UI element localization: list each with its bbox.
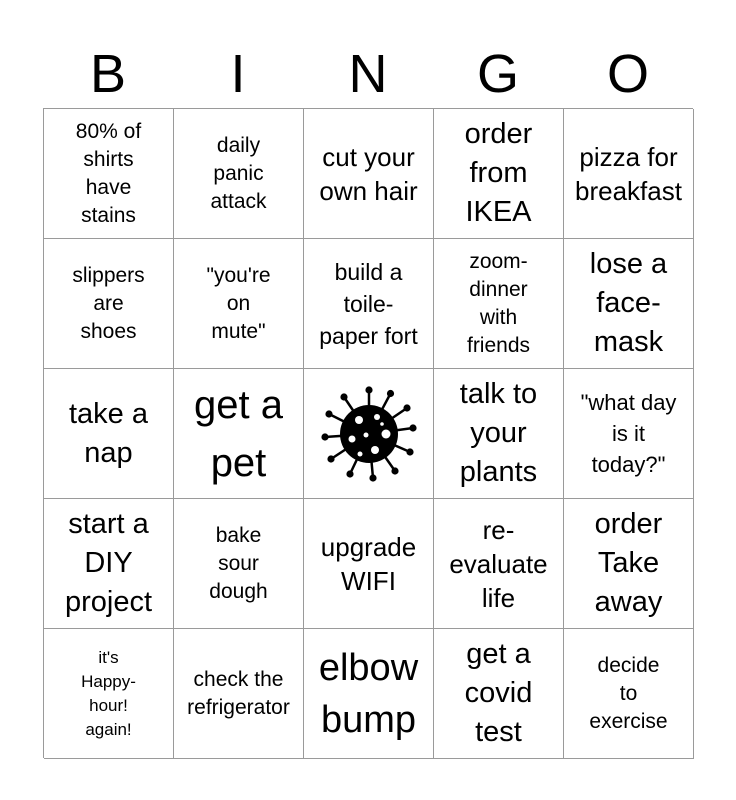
bingo-cell[interactable] xyxy=(304,109,434,239)
cell-text: pizza for breakfast xyxy=(575,141,682,206)
cell-text: order Take away xyxy=(594,508,663,618)
bingo-cell[interactable] xyxy=(174,629,304,759)
cell-text: re- evaluate life xyxy=(449,514,548,613)
bingo-cell[interactable] xyxy=(564,239,694,369)
cell-text: lose a face- mask xyxy=(589,248,668,358)
cell-text: "you're on mute" xyxy=(206,263,271,343)
cell-text: order from IKEA xyxy=(464,118,533,228)
cell-text: build a toile- paper fort xyxy=(319,258,418,349)
cell-text: upgrade WIFI xyxy=(320,531,417,596)
bingo-cell[interactable] xyxy=(174,499,304,629)
header-letter-b: B xyxy=(89,44,127,104)
header-letter-g: G xyxy=(476,44,519,104)
bingo-header xyxy=(43,40,693,108)
bingo-cell[interactable] xyxy=(44,109,174,239)
cell-text: start a DIY project xyxy=(64,508,153,618)
cell-text: get a covid test xyxy=(464,638,533,748)
bingo-cell[interactable] xyxy=(564,369,694,499)
cell-text: daily panic attack xyxy=(210,133,267,213)
virus-icon xyxy=(319,384,419,484)
cell-text: "what day is it today?" xyxy=(580,390,677,477)
cell-text: zoom- dinner with friends xyxy=(466,249,531,357)
bingo-cell[interactable] xyxy=(434,369,564,499)
bingo-cell[interactable] xyxy=(434,499,564,629)
cell-text: cut your own hair xyxy=(319,141,418,206)
cell-text: decide to exercise xyxy=(589,653,668,733)
cell-text: talk to your plants xyxy=(459,378,538,488)
bingo-cell[interactable] xyxy=(174,369,304,499)
bingo-cell[interactable] xyxy=(564,109,694,239)
cell-text: 80% of shirts have stains xyxy=(75,119,142,227)
header-letter-o: O xyxy=(606,44,649,104)
bingo-board xyxy=(43,108,693,758)
cell-text: bake sour dough xyxy=(209,523,268,603)
free-space-cell[interactable] xyxy=(304,369,434,499)
cell-text: it's Happy- hour! again! xyxy=(81,647,136,739)
bingo-cell[interactable] xyxy=(564,499,694,629)
bingo-cell[interactable] xyxy=(44,369,174,499)
bingo-cell[interactable] xyxy=(304,629,434,759)
cell-text: get a pet xyxy=(194,382,283,485)
bingo-cell[interactable] xyxy=(304,239,434,369)
bingo-cell[interactable] xyxy=(564,629,694,759)
bingo-cell[interactable] xyxy=(44,499,174,629)
bingo-cell[interactable] xyxy=(434,629,564,759)
bingo-cell[interactable] xyxy=(434,109,564,239)
cell-text: check the refrigerator xyxy=(187,667,290,719)
header-letter-n: N xyxy=(348,44,388,104)
bingo-cell[interactable] xyxy=(44,239,174,369)
bingo-cell[interactable] xyxy=(174,109,304,239)
cell-text: take a nap xyxy=(69,397,148,469)
bingo-cell[interactable] xyxy=(44,629,174,759)
cell-text: elbow bump xyxy=(318,646,419,741)
bingo-cell[interactable] xyxy=(434,239,564,369)
bingo-cell[interactable] xyxy=(304,499,434,629)
bingo-cell[interactable] xyxy=(174,239,304,369)
header-letter-i: I xyxy=(230,44,246,104)
cell-text: slippers are shoes xyxy=(72,263,145,343)
